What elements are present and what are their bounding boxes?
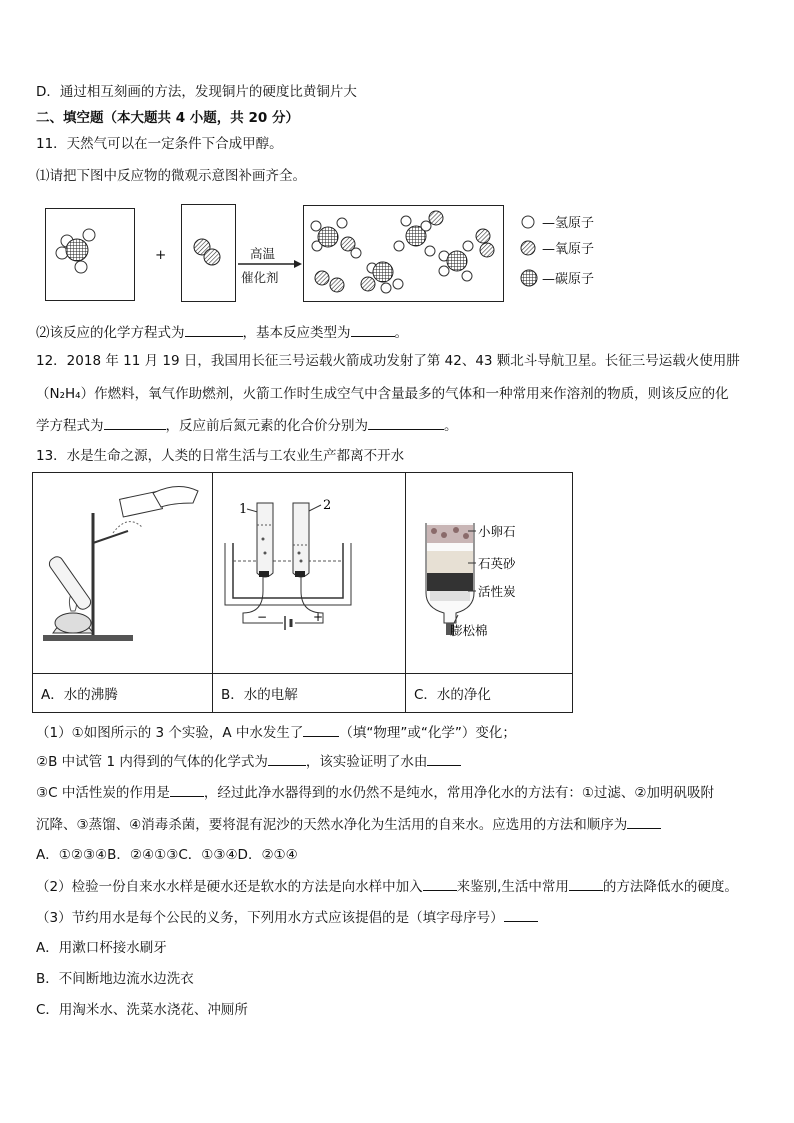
reactant-box-2 xyxy=(181,204,236,302)
purification-figure xyxy=(406,473,573,674)
answer-blank[interactable] xyxy=(104,415,166,430)
answer-blank[interactable] xyxy=(427,751,461,766)
boiling-figure xyxy=(33,473,213,674)
answer-blank[interactable] xyxy=(368,415,444,430)
q12-line3: 学方程式为 ，反应前后氮元素的化合价分别为 。 xyxy=(36,415,458,436)
label-pebbles: 小卵石 xyxy=(478,524,516,539)
q11-part1: ⑴请把下图中反应物的微观示意图补画齐全。 xyxy=(36,168,306,184)
q13-stem: 13．水是生命之源，人类的日常生活与工农业生产都离不开水 xyxy=(36,448,405,464)
answer-blank[interactable] xyxy=(351,322,395,337)
q13-q3-option-a: A．用漱口杯接水刷牙 xyxy=(36,940,167,956)
label-quartz-sand: 石英砂 xyxy=(478,556,516,571)
q12-line1: 12．2018 年 11 月 19 日，我国用长征三号运载火箭成功发射了第 42、43 颗北斗导航卫星。长征三号运载火使用肼 xyxy=(36,353,740,369)
product-molecules xyxy=(304,206,503,301)
tube-label-1: 1 xyxy=(239,502,248,517)
plus-sign: + xyxy=(155,247,167,263)
caption-a: A．水的沸腾 xyxy=(33,674,213,713)
reactant-box-1 xyxy=(45,208,135,301)
battery-positive: + xyxy=(313,610,324,624)
option-d: D．通过相互刻画的方法，发现铜片的硬度比黄铜片大 xyxy=(36,84,357,100)
q13-q2: （2）检验一份自来水水样是硬水还是软水的方法是向水样中加入 来鉴别,生活中常用 的方法降低水的硬度。 xyxy=(36,876,738,897)
q13-q3-option-b: B．不间断地边流水边洗衣 xyxy=(36,971,194,987)
tube-label-2: 2 xyxy=(323,498,332,513)
answer-blank[interactable] xyxy=(569,876,603,891)
answer-blank[interactable] xyxy=(268,751,306,766)
q13-part1: （1）①如图所示的 3 个实验，A 中水发生了 （填“物理”或“化学”）变化； xyxy=(36,722,516,743)
q13-options: A．①②③④B．②④①③C．①③④D．②①④ xyxy=(36,847,298,863)
electrolysis-figure xyxy=(213,473,406,674)
battery-negative: − xyxy=(257,610,268,624)
section-heading: 二、填空题（本大题共 4 小题，共 20 分） xyxy=(36,110,299,126)
q12-line2: （N₂H₄）作燃料，氧气作助燃剂，火箭工作时生成空气中含量最多的气体和一种常用来作溶剂的物质，则该反应的化 xyxy=(36,386,729,402)
q13-part2: ②B 中试管 1 内得到的气体的化学式为 ，该实验证明了水由 xyxy=(36,751,461,772)
experiments-table xyxy=(32,472,573,713)
product-box xyxy=(303,205,504,302)
label-activated-carbon: 活性炭 xyxy=(478,584,516,599)
caption-b: B．水的电解 xyxy=(213,674,406,713)
methane-molecule xyxy=(46,209,134,300)
q11-part2: ⑵该反应的化学方程式为 ，基本反应类型为 。 xyxy=(36,322,408,343)
boiling-apparatus-image xyxy=(33,473,212,669)
answer-blank[interactable] xyxy=(170,782,204,797)
q13-q3: （3）节约用水是每个公民的义务，下列用水方式应该提倡的是（填字母序号） xyxy=(36,907,538,928)
arrow-bottom-label: 催化剂 xyxy=(241,270,279,285)
q13-part3: ③C 中活性炭的作用是 ，经过此净水器得到的水仍然不是纯水，常用净化水的方法有：①过滤、②加明矾吸附 xyxy=(36,782,714,803)
answer-blank[interactable] xyxy=(303,722,339,737)
label-cotton: 膨松棉 xyxy=(450,623,488,638)
q11-stem: 11．天然气可以在一定条件下合成甲醇。 xyxy=(36,136,283,152)
answer-blank[interactable] xyxy=(423,876,457,891)
q13-part3-cont: 沉降、③蒸馏、④消毒杀菌，要将混有泥沙的天然水净化为生活用的自来水。应选用的方法和顺序为 xyxy=(36,814,661,835)
water-filter-image xyxy=(406,473,572,669)
electrolysis-apparatus-image xyxy=(213,473,405,669)
arrow-top-label: 高温 xyxy=(250,246,276,261)
caption-c: C．水的净化 xyxy=(406,674,573,713)
answer-blank[interactable] xyxy=(185,322,243,337)
q13-q3-option-c: C．用淘米水、洗菜水浇花、冲厕所 xyxy=(36,1002,248,1018)
answer-blank[interactable] xyxy=(627,814,661,829)
oxygen-molecule xyxy=(182,205,235,301)
answer-blank[interactable] xyxy=(504,907,538,922)
